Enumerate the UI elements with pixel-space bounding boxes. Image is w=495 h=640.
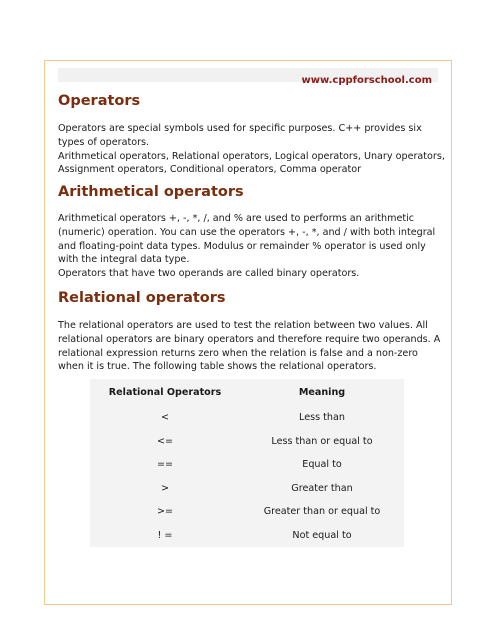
- site-url-link[interactable]: www.cppforschool.com: [301, 75, 432, 86]
- operator-cell: <=: [156, 435, 174, 447]
- table-row: [90, 406, 404, 430]
- table-row: [90, 453, 404, 477]
- meaning-cell: Less than or equal to: [271, 435, 373, 447]
- table-row: [90, 477, 404, 501]
- text-line: The relational operators are used to test the relation between two values. All: [58, 320, 428, 331]
- table-header-row: [90, 379, 404, 406]
- text-line: when it is true. The following table shows the relational operators.: [58, 361, 377, 373]
- page-frame: [44, 60, 452, 605]
- column-header-meaning: Meaning: [298, 387, 346, 398]
- text-line: (numeric) operation. You can use the operators +, -, *, and / with both integral: [58, 226, 436, 238]
- paragraph-operators: [58, 122, 443, 177]
- table-row: [90, 524, 404, 548]
- operator-cell: >=: [156, 506, 174, 518]
- operator-cell: >: [160, 482, 170, 494]
- meaning-cell: Greater than or equal to: [263, 506, 381, 518]
- text-line: types of operators.: [58, 136, 150, 148]
- heading-relational-operators: Relational operators: [58, 290, 226, 306]
- relational-operators-table: [90, 379, 404, 547]
- meaning-cell: Equal to: [302, 459, 342, 471]
- text-line: Assignment operators, Conditional operators, Comma operator: [58, 164, 362, 176]
- text-line: relational expression returns zero when the relation is false and a non-zero: [58, 347, 418, 359]
- text-line: relational operators are binary operators and therefore require two operands. A: [58, 333, 441, 345]
- text-line: Arithmetical operators, Relational operators, Logical operators, Unary operators,: [58, 150, 445, 162]
- text-line: and floating-point data types. Modulus or remainder % operator is used only: [58, 240, 426, 252]
- operator-cell: ==: [156, 459, 174, 471]
- paragraph-arithmetical-operators: [58, 212, 443, 281]
- text-line: Operators are special symbols used for specific purposes. C++ provides six: [58, 123, 422, 134]
- meaning-cell: Not equal to: [292, 529, 352, 541]
- operator-cell: <: [160, 412, 170, 424]
- meaning-cell: Greater than: [291, 482, 353, 494]
- meaning-cell: Less than: [299, 412, 345, 424]
- paragraph-relational-operators: [58, 319, 443, 374]
- text-line: Arithmetical operators +, -, *, /, and % are used to performs an arithmetic: [58, 213, 415, 224]
- site-header-bar: [58, 68, 438, 86]
- text-line: with the integral data type.: [58, 254, 190, 266]
- heading-operators: Operators: [58, 93, 141, 109]
- operator-cell: ! =: [157, 529, 173, 541]
- table-row: [90, 500, 404, 524]
- table-row: [90, 430, 404, 454]
- column-header-operator: Relational Operators: [108, 387, 222, 398]
- text-line: Operators that have two operands are called binary operators.: [58, 268, 360, 280]
- heading-arithmetical-operators: Arithmetical operators: [58, 184, 244, 200]
